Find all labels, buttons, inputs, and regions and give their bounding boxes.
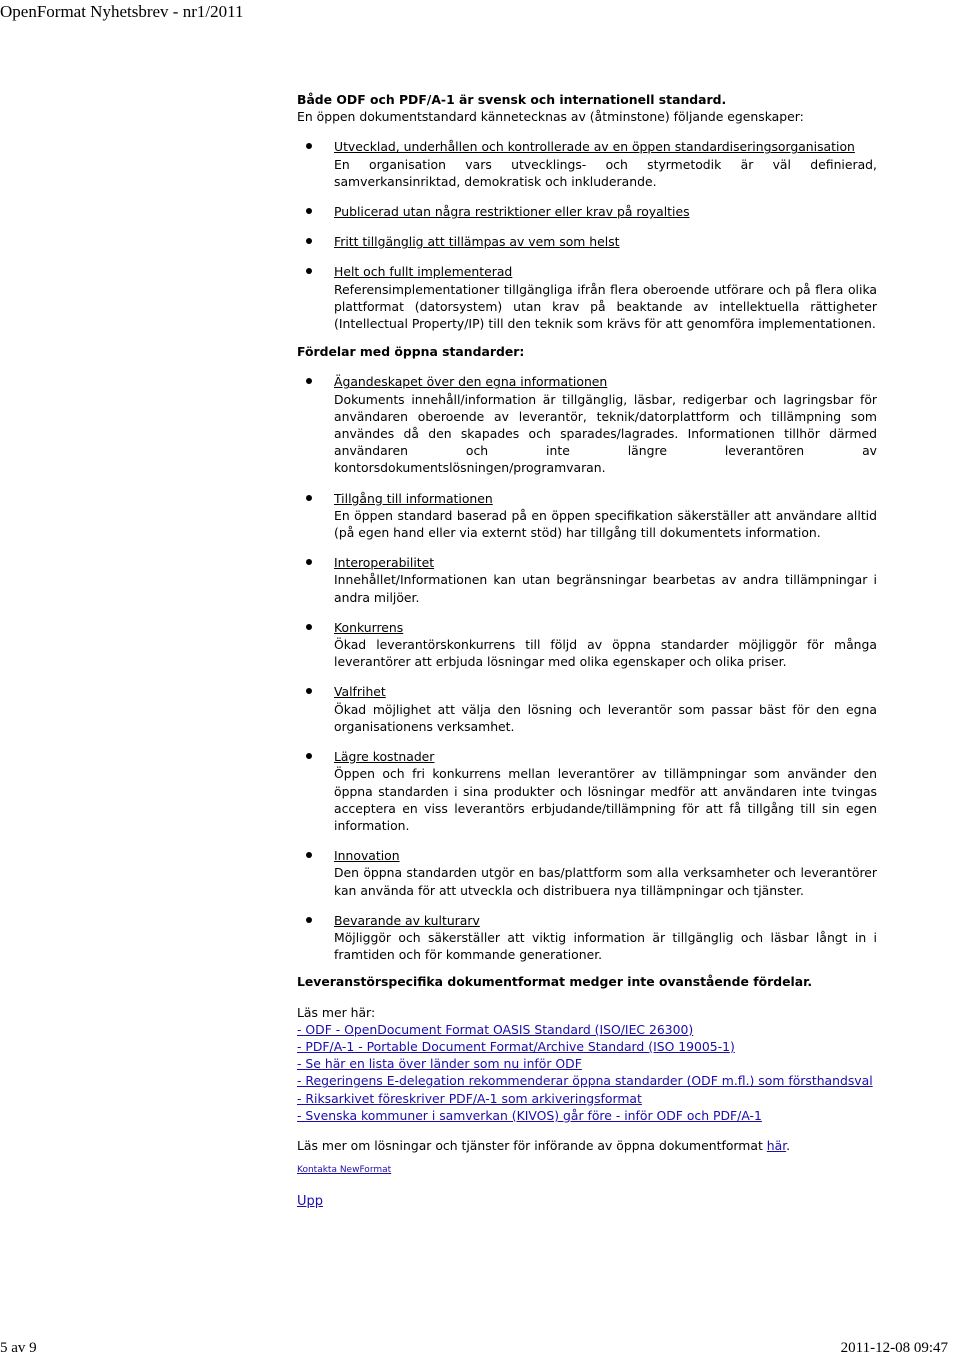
- up-link[interactable]: Upp: [297, 1194, 324, 1210]
- reference-links: [297, 1021, 877, 1124]
- benefit-description: Ökad möjlighet att välja den lösning och leverantör som passar bäst för den egna organisationens verksamhet.: [334, 701, 877, 734]
- contact-link[interactable]: Kontakta NewFormat: [297, 1165, 392, 1176]
- read-more-label: Läs mer här:: [297, 1004, 376, 1020]
- properties-list: [297, 138, 877, 332]
- list-item: [297, 847, 877, 899]
- property-title: Utvecklad, underhållen och kontrollerade av en öppen standardiseringsorganisation: [334, 139, 855, 155]
- newsletter-content: [297, 91, 877, 1210]
- intro-subheading: En öppen dokumentstandard kännetecknas av (åtminstone) följande egenskaper:: [297, 109, 804, 125]
- link-kivos[interactable]: - Svenska kommuner i samverkan (KIVOS) går före - inför ODF och PDF/A-1: [297, 1107, 762, 1123]
- list-item: [297, 490, 877, 542]
- benefit-title: Interoperabilitet: [334, 555, 435, 571]
- list-item: [297, 748, 877, 834]
- link-pdfa-standard[interactable]: - PDF/A-1 - Portable Document Format/Archive Standard (ISO 19005-1): [297, 1038, 735, 1054]
- more-info-text: Läs mer om lösningar och tjänster för införande av öppna dokumentformat: [297, 1137, 767, 1153]
- benefit-description: Ökad leverantörskonkurrens till följd av öppna standarder möjliggör för många leverantörer att erbjuda lösningar med olika egenskaper och olika priser.: [334, 637, 877, 670]
- print-timestamp: 2011-12-08 09:47: [840, 1340, 948, 1356]
- list-item: [297, 619, 877, 671]
- list-item: [297, 683, 877, 735]
- property-title: Publicerad utan några restriktioner eller krav på royalties: [334, 204, 690, 220]
- page-number: 5 av 9: [0, 1340, 37, 1356]
- benefit-description: Öppen och fri konkurrens mellan leverantörer av tillämpningar som använder den öppna standarden i sina produkter och lösningar medför att användaren inte tvingas acceptera en viss leverantörs erbjudande/tillämpning för att få tillgång till sin egen information.: [334, 766, 877, 833]
- benefit-description: En öppen standard baserad på en öppen specifikation säkerställer att användare alltid (på egen hand eller via externt stöd) har tillgång till dokumentets information.: [334, 507, 877, 541]
- link-e-delegation[interactable]: - Regeringens E-delegation rekommenderar öppna standarder (ODF m.fl.) som försthandsval: [297, 1073, 873, 1089]
- more-info-link[interactable]: här: [766, 1137, 787, 1153]
- list-item: [297, 263, 877, 332]
- list-item: [297, 233, 877, 250]
- benefit-title: Valfrihet: [334, 684, 386, 700]
- contact-paragraph: [297, 1164, 877, 1176]
- link-odf-standard[interactable]: - ODF - OpenDocument Format OASIS Standard (ISO/IEC 26300): [297, 1021, 694, 1037]
- property-description: Referensimplementationer tillgängliga ifrån flera oberoende utförare och på flera olika plattformat (datorsystem) utan krav på beaktande av intellektuella rättigheter (Intellectual Property/IP) till den teknik som krävs för att genomföra implementationen.: [334, 281, 877, 332]
- property-title: Fritt tillgänglig att tillämpas av vem som helst: [334, 234, 620, 250]
- list-item: [297, 912, 877, 964]
- vendor-note: Leveranstörspecifika dokumentformat medger inte ovanstående fördelar.: [297, 974, 813, 990]
- benefit-title: Ägandeskapet över den egna informationen: [334, 374, 608, 390]
- page-header-title: OpenFormat Nyhetsbrev - nr1/2011: [0, 2, 244, 21]
- benefit-description: Innehållet/Informationen kan utan begränsningar bearbetas av andra tillämpningar i andra miljöer.: [334, 572, 877, 605]
- benefit-title: Innovation: [334, 848, 400, 864]
- benefits-heading: Fördelar med öppna standarder:: [297, 344, 525, 360]
- link-odf-countries[interactable]: - Se här en lista över länder som nu inför ODF: [297, 1056, 582, 1072]
- benefit-description: Den öppna standarden utgör en bas/plattform som alla verksamheter och leverantörer kan använda för att utveckla och distribuera nya tillämpningar och tjänster.: [334, 865, 877, 898]
- property-description: En organisation vars utvecklings- och styrmetodik är väl definierad, samverkansinriktad, demokratisk och inkluderande.: [334, 156, 877, 189]
- list-item: [297, 554, 877, 606]
- up-paragraph: [297, 1192, 877, 1210]
- list-item: [297, 203, 877, 220]
- list-item: [297, 138, 877, 190]
- benefits-list: [297, 373, 877, 963]
- benefit-title: Tillgång till informationen: [334, 490, 493, 506]
- benefit-title: Bevarande av kulturarv: [334, 912, 480, 928]
- intro-heading: Både ODF och PDF/A-1 är svensk och internationell standard.: [297, 92, 727, 107]
- benefit-title: Lägre kostnader: [334, 749, 435, 765]
- more-info-suffix: .: [786, 1137, 791, 1153]
- list-item: [297, 373, 877, 476]
- benefit-description: Möjliggör och säkerställer att viktig information är tillgänglig och läsbar långt in i framtiden och för kommande generationer.: [334, 929, 877, 963]
- benefit-title: Konkurrens: [334, 619, 404, 635]
- link-riksarkivet[interactable]: - Riksarkivet föreskriver PDF/A-1 som arkiveringsformat: [297, 1090, 642, 1106]
- property-title: Helt och fullt implementerad: [334, 264, 513, 280]
- benefit-description: Dokuments innehåll/information är tillgänglig, läsbar, redigerbar och lagringsbar för användaren oberoende av leverantör, teknik/datorplattform och tillämpning som användes då den skapades och sparades/lagrades. Informationen tillhör därmed användaren och inte längre leverantören av kontorsdokumentslösningen/programvaran.: [334, 391, 877, 476]
- more-info-paragraph: [297, 1137, 877, 1154]
